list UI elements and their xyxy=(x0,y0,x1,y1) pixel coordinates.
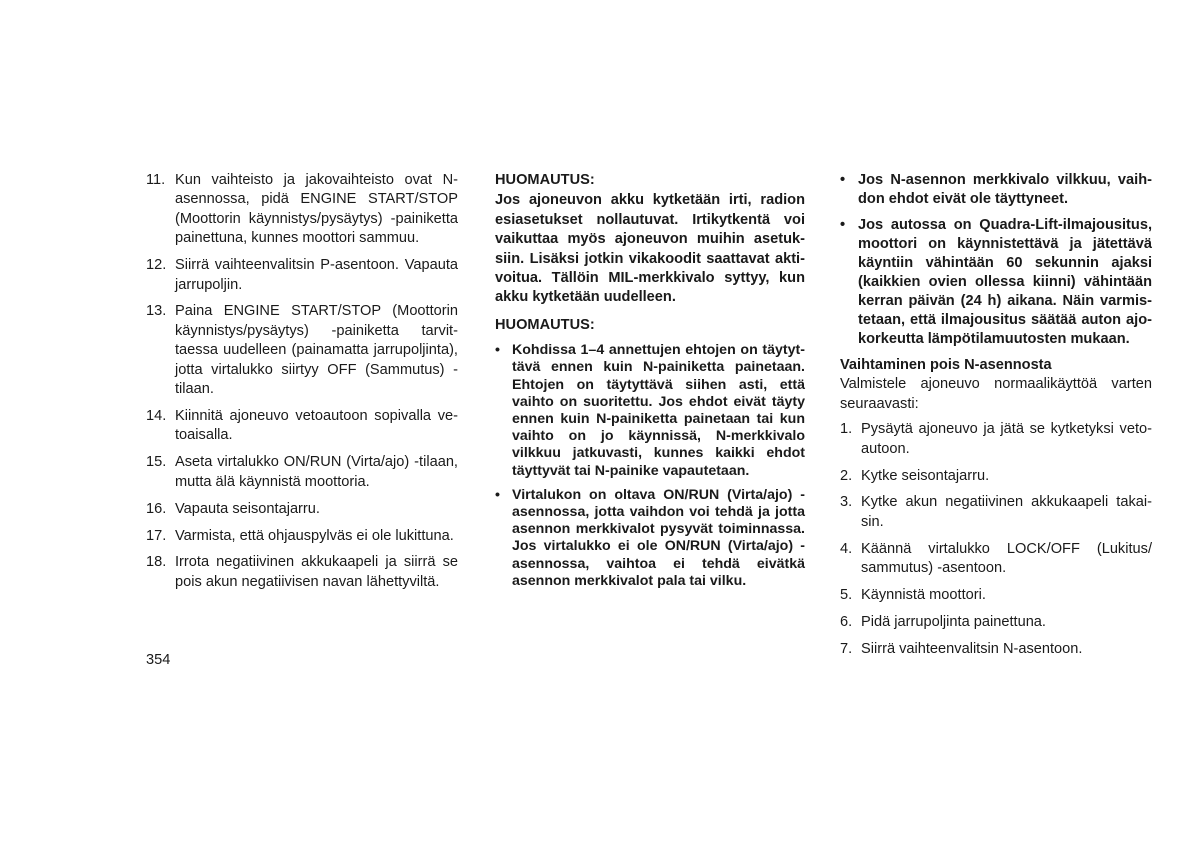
step-number: 15. xyxy=(146,454,167,471)
step-number: 5. xyxy=(840,587,853,604)
step-number: 11. xyxy=(146,172,166,188)
list-item xyxy=(840,586,1152,605)
bullet-text: Jos autossa on Quadra-Lift-ilmajousitus, moottori on käynnistettävä ja jätettävä käyntiin vähintään 60 sekunnin ajaksi (kaikkien ovien ollessa kiinni) vähintään kerran päivän (24 h) aikana. Näin varmistetaan, että ilmajousitus säätää auton ajokorkeutta lämpötilamuutosten mukaan. xyxy=(858,217,1152,347)
section-heading: Vaihtaminen pois N-asennosta xyxy=(840,357,1052,373)
bullet-icon: • xyxy=(495,342,500,359)
bullet-icon: • xyxy=(495,486,500,503)
list-item xyxy=(146,453,458,492)
step-number: 16. xyxy=(146,500,167,517)
list-item xyxy=(146,256,458,295)
list-item xyxy=(840,640,1152,659)
list-item xyxy=(840,467,1152,486)
list-item xyxy=(840,216,1152,349)
step-number: 17. xyxy=(146,527,167,544)
note-heading: HUOMAUTUS: xyxy=(495,316,595,333)
step-text: Varmista, että ohjauspylväs ei ole lukittuna. xyxy=(175,527,454,544)
list-item xyxy=(146,553,458,592)
step-text: Kiinnitä ajoneuvo vetoautoon sopivalla vetoaisalla. xyxy=(175,407,458,444)
note-bullet-list xyxy=(495,342,805,590)
right-column xyxy=(840,171,1152,667)
step-text: Käännä virtalukko LOCK/OFF (Lukitus/ sammutus) -asentoon. xyxy=(861,540,1152,577)
list-item xyxy=(840,613,1152,632)
list-item xyxy=(146,171,458,249)
step-number: 6. xyxy=(840,613,853,630)
section-intro: Valmistele ajoneuvo normaalikäyttöä varten seuraavasti: xyxy=(840,376,1152,412)
step-text: Aseta virtalukko ON/RUN (Virta/ajo) -tilaan, mutta älä käynnistä moottoria. xyxy=(175,454,458,490)
step-number: 3. xyxy=(840,494,853,511)
step-number: 1. xyxy=(840,421,853,438)
step-text: Kun vaihteisto ja jakovaihteisto ovat N-asennossa, pidä ENGINE START/STOP (Moottorin käynnistys/pysäytys) -painiketta painettuna, kunnes moottori sammuu. xyxy=(175,172,458,247)
bullet-text: Kohdissa 1–4 annettujen ehtojen on täytyttävä ennen kuin N-painiketta painetaan. Ehtojen on täytyttävä siihen asti, että vaihto on suoritettu. Jos ehdot eivät täyty ennen kuin N-painiketta painetaan tai kun vaihto on jo käynnissä, N-merkkivalo vilkkuu jatkuvasti, kunnes kaikki ehdot täyttyvät tai N-painike vapautetaan. xyxy=(512,342,805,479)
bullet-icon: • xyxy=(840,172,846,188)
step-text: Kytke akun negatiivinen akkukaapeli takaisin. xyxy=(861,494,1152,530)
step-text: Siirrä vaihteenvalitsin P-asentoon. Vapauta jarrupoljin. xyxy=(175,257,458,293)
note-text: Jos ajoneuvon akku kytketään irti, radion esiasetukset nollautuvat. Irtikytkentä voi vaikuttaa myös ajoneuvon muihin asetuksiin. Lisäksi jotkin vikakoodit saattavat aktivoitua. Tällöin MIL-merkkivalo syttyy, kun akku kytketään uudelleen. xyxy=(495,192,805,306)
list-item xyxy=(840,540,1152,579)
right-steps-list xyxy=(840,420,1152,659)
left-column xyxy=(146,171,458,600)
step-text: Pysäytä ajoneuvo ja jätä se kytketyksi vetoautoon. xyxy=(861,421,1152,457)
note-heading: HUOMAUTUS: xyxy=(495,172,595,188)
step-number: 4. xyxy=(840,540,853,557)
step-number: 7. xyxy=(840,640,853,657)
step-text: Pidä jarrupoljinta painettuna. xyxy=(861,613,1046,630)
step-number: 12. xyxy=(146,257,167,274)
list-item xyxy=(495,342,805,480)
step-text: Paina ENGINE START/STOP (Moottorin käynnistys/pysäytys) -painiketta tarvittaessa uudelleen (painamatta jarrupoljinta), jotta virtalukko siirtyy OFF (Sammutus) -tilaan. xyxy=(175,303,458,398)
bullet-icon: • xyxy=(840,217,846,233)
list-item xyxy=(146,527,458,546)
step-text: Irrota negatiivinen akkukaapeli ja siirrä se pois akun negatiivisen navan lähettyviltä. xyxy=(175,554,458,590)
middle-column xyxy=(495,171,805,597)
list-item xyxy=(146,302,458,399)
list-item xyxy=(146,500,458,519)
page-number: 354 xyxy=(146,652,171,668)
step-text: Vapauta seisontajarru. xyxy=(175,500,320,517)
bullet-text: Jos N-asennon merkkivalo vilkkuu, vaihdon ehdot eivät ole täyttyneet. xyxy=(858,172,1152,207)
list-item xyxy=(146,407,458,446)
list-item xyxy=(840,420,1152,459)
list-item xyxy=(840,171,1152,209)
right-bullet-list xyxy=(840,171,1152,349)
bullet-text: Virtalukon on oltava ON/RUN (Virta/ajo) -asennossa, jotta vaihdon voi tehdä ja jotta asennon merkkivalot pysyvät toiminnassa. Jos virtalukko ei ole ON/RUN (Virta/ajo) -asennossa, vaihtoa ei tehdä eivätkä asennon merkkivalot pala tai vilku. xyxy=(512,486,805,589)
step-text: Kytke seisontajarru. xyxy=(861,467,990,484)
step-number: 13. xyxy=(146,303,167,320)
list-item xyxy=(840,493,1152,532)
left-steps-list xyxy=(146,171,458,592)
step-text: Siirrä vaihteenvalitsin N-asentoon. xyxy=(861,640,1083,657)
list-item xyxy=(495,487,805,590)
step-text: Käynnistä moottori. xyxy=(861,587,986,604)
step-number: 18. xyxy=(146,554,167,571)
step-number: 2. xyxy=(840,467,853,484)
step-number: 14. xyxy=(146,407,167,424)
